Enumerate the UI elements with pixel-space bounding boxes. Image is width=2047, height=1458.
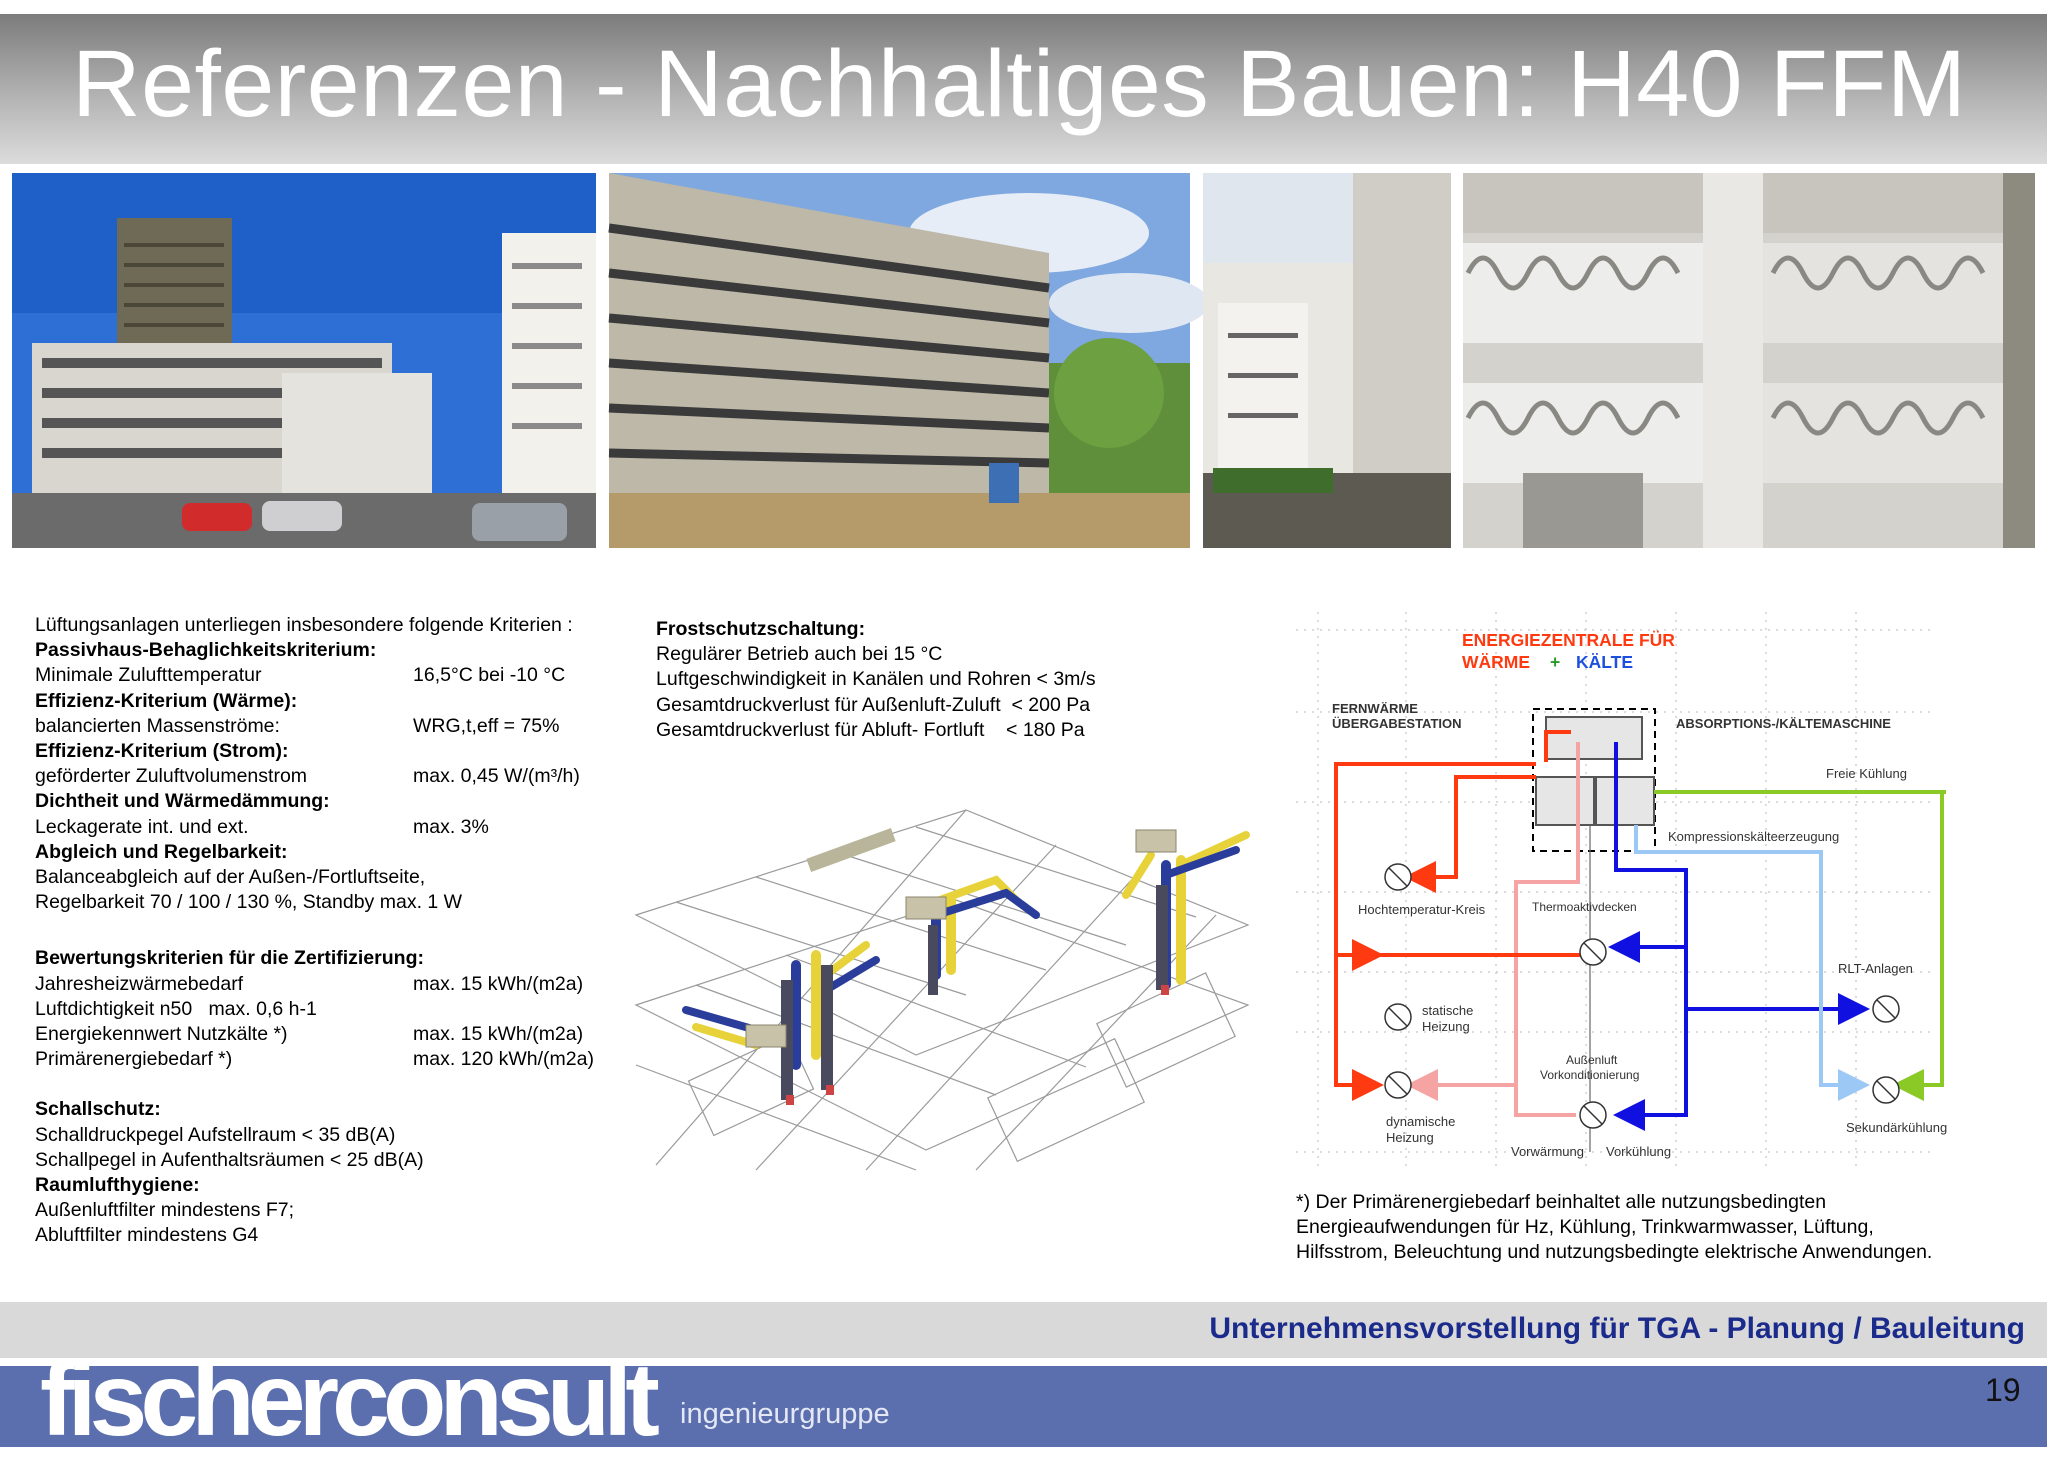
schematic-title-line1: ENERGIEZENTRALE FÜR	[1462, 630, 1675, 650]
criterion-row	[35, 764, 594, 789]
label-absorption: ABSORPTIONS-/KÄLTEMASCHINE	[1676, 716, 1891, 731]
criterion-line: Balanceabgleich auf der Außen-/Fortluftseite,	[35, 866, 426, 889]
criteria-intro: Lüftungsanlagen unterliegen insbesondere folgende Kriterien :	[35, 614, 573, 636]
cert-value: max. 15 kWh/(m2a)	[413, 972, 584, 995]
label-kompression: Kompressionskälteerzeugung	[1668, 829, 1840, 844]
cert-label: Jahresheizwärmebedarf	[35, 972, 244, 995]
label-freie-kuehlung: Freie Kühlung	[1826, 766, 1907, 781]
company-logo-subtitle: ingenieurgruppe	[680, 1398, 890, 1430]
label-rlt-anlagen: RLT-Anlagen	[1838, 961, 1913, 976]
energy-schematic	[1296, 612, 1948, 1167]
criterion-row	[35, 815, 594, 840]
criterion-heading: Abgleich und Regelbarkeit:	[35, 840, 288, 863]
schall-line: Schallpegel in Aufenthaltsräumen < 25 dB(A)	[35, 1148, 424, 1171]
cert-label: Luftdichtigkeit n50 max. 0,6 h-1	[35, 997, 317, 1020]
criterion-label: balancierten Massenströme:	[35, 714, 280, 737]
page-title: Referenzen - Nachhaltiges Bauen: H40 FFM	[72, 31, 1967, 137]
cert-label: Primärenergiebedarf *)	[35, 1048, 233, 1071]
frost-line: Regulärer Betrieb auch bei 15 °C	[656, 643, 943, 666]
schall-line: Schalldruckpegel Aufstellraum < 35 dB(A)	[35, 1123, 396, 1146]
label-aussenluft-2: Vorkonditionierung	[1540, 1068, 1640, 1082]
footer-tagline: Unternehmensvorstellung für TGA - Planung / Bauleitung	[1209, 1312, 2025, 1345]
criterion-label: Leckagerate int. und ext.	[35, 815, 249, 838]
criterion-value: WRG,t,eff = 75%	[413, 714, 560, 737]
cert-value: max. 120 kWh/(m2a)	[413, 1048, 594, 1071]
photo-balconies	[1463, 173, 2035, 548]
label-fernwaerme-2: ÜBERGABESTATION	[1332, 716, 1462, 731]
photo-building-street	[12, 173, 596, 548]
photo-building-courtyard	[609, 173, 1190, 548]
footnote	[1296, 1190, 1932, 1266]
frost-text	[656, 617, 1096, 743]
footnote-line: Hilfsstrom, Beleuchtung und nutzungsbedingte elektrische Anwendungen.	[1296, 1241, 1933, 1264]
criterion-label: geförderter Zuluftvolumenstrom	[35, 765, 308, 788]
criterion-heading: Dichtheit und Wärmedämmung:	[35, 790, 330, 813]
label-vorwaermung: Vorwärmung	[1511, 1144, 1584, 1159]
label-statische-2: Heizung	[1422, 1019, 1470, 1034]
photo-passageway	[1203, 173, 1451, 548]
label-hochtemperatur: Hochtemperatur-Kreis	[1358, 902, 1486, 917]
criterion-label: Minimale Zulufttemperatur	[35, 664, 262, 687]
criterion-heading: Passivhaus-Behaglichkeitskriterium:	[35, 639, 377, 662]
frost-line: Gesamtdruckverlust für Außenluft-Zuluft < 200 Pa	[656, 693, 1091, 716]
cert-row	[35, 972, 594, 997]
label-statische-1: statische	[1422, 1003, 1474, 1018]
criterion-line: Regelbarkeit 70 / 100 / 130 %, Standby max. 1 W	[35, 891, 463, 914]
shaft-marker	[806, 828, 895, 872]
frost-line: Gesamtdruckverlust für Abluft- Fortluft < 180 Pa	[656, 718, 1085, 741]
label-vorkuehlung: Vorkühlung	[1606, 1144, 1672, 1159]
company-logo: fischerconsult	[40, 1342, 653, 1458]
footnote-line: Energieaufwendungen für Hz, Kühlung, Trinkwarmwasser, Lüftung,	[1296, 1216, 1874, 1239]
frost-line: Luftgeschwindigkeit in Kanälen und Rohren < 3m/s	[656, 668, 1096, 691]
criterion-row	[35, 714, 594, 739]
schematic-title-kaelte: KÄLTE	[1576, 652, 1634, 672]
frost-heading: Frostschutzschaltung:	[656, 618, 866, 640]
label-sekundaerkuehlung: Sekundärkühlung	[1846, 1120, 1948, 1135]
schall-heading: Schallschutz:	[35, 1098, 161, 1121]
page-number: 19	[1985, 1372, 2021, 1408]
criteria-text	[35, 613, 594, 1249]
cert-row	[35, 1047, 594, 1072]
cert-row	[35, 1022, 594, 1047]
label-dynamische-1: dynamische	[1386, 1114, 1456, 1129]
footnote-line: *) Der Primärenergiebedarf beinhaltet alle nutzungsbedingten	[1296, 1191, 1827, 1213]
cert-label: Energiekennwert Nutzkälte *)	[35, 1023, 288, 1046]
isometric-duct-drawing	[636, 805, 1248, 1170]
label-aussenluft-1: Außenluft	[1566, 1053, 1618, 1067]
hygiene-line: Abluftfilter mindestens G4	[35, 1224, 259, 1247]
label-thermoaktivdecken: Thermoaktivdecken	[1532, 900, 1637, 914]
criterion-heading: Effizienz-Kriterium (Strom):	[35, 740, 289, 763]
criterion-value: max. 0,45 W/(m³/h)	[413, 765, 580, 788]
criterion-row	[35, 663, 594, 688]
criterion-heading: Effizienz-Kriterium (Wärme):	[35, 689, 298, 712]
criterion-value: max. 3%	[413, 815, 489, 838]
schematic-title-waerme: WÄRME	[1462, 652, 1531, 672]
hygiene-heading: Raumlufthygiene:	[35, 1174, 200, 1197]
schematic-title-plus: +	[1550, 652, 1561, 672]
hygiene-line: Außenluftfilter mindestens F7;	[35, 1199, 295, 1222]
label-dynamische-2: Heizung	[1386, 1130, 1434, 1145]
criterion-value: 16,5°C bei -10 °C	[413, 664, 566, 687]
label-fernwaerme-1: FERNWÄRME	[1332, 701, 1418, 716]
cert-heading: Bewertungskriterien für die Zertifizierung:	[35, 947, 424, 970]
cert-row	[35, 997, 594, 1022]
cert-value: max. 15 kWh/(m2a)	[413, 1023, 584, 1046]
